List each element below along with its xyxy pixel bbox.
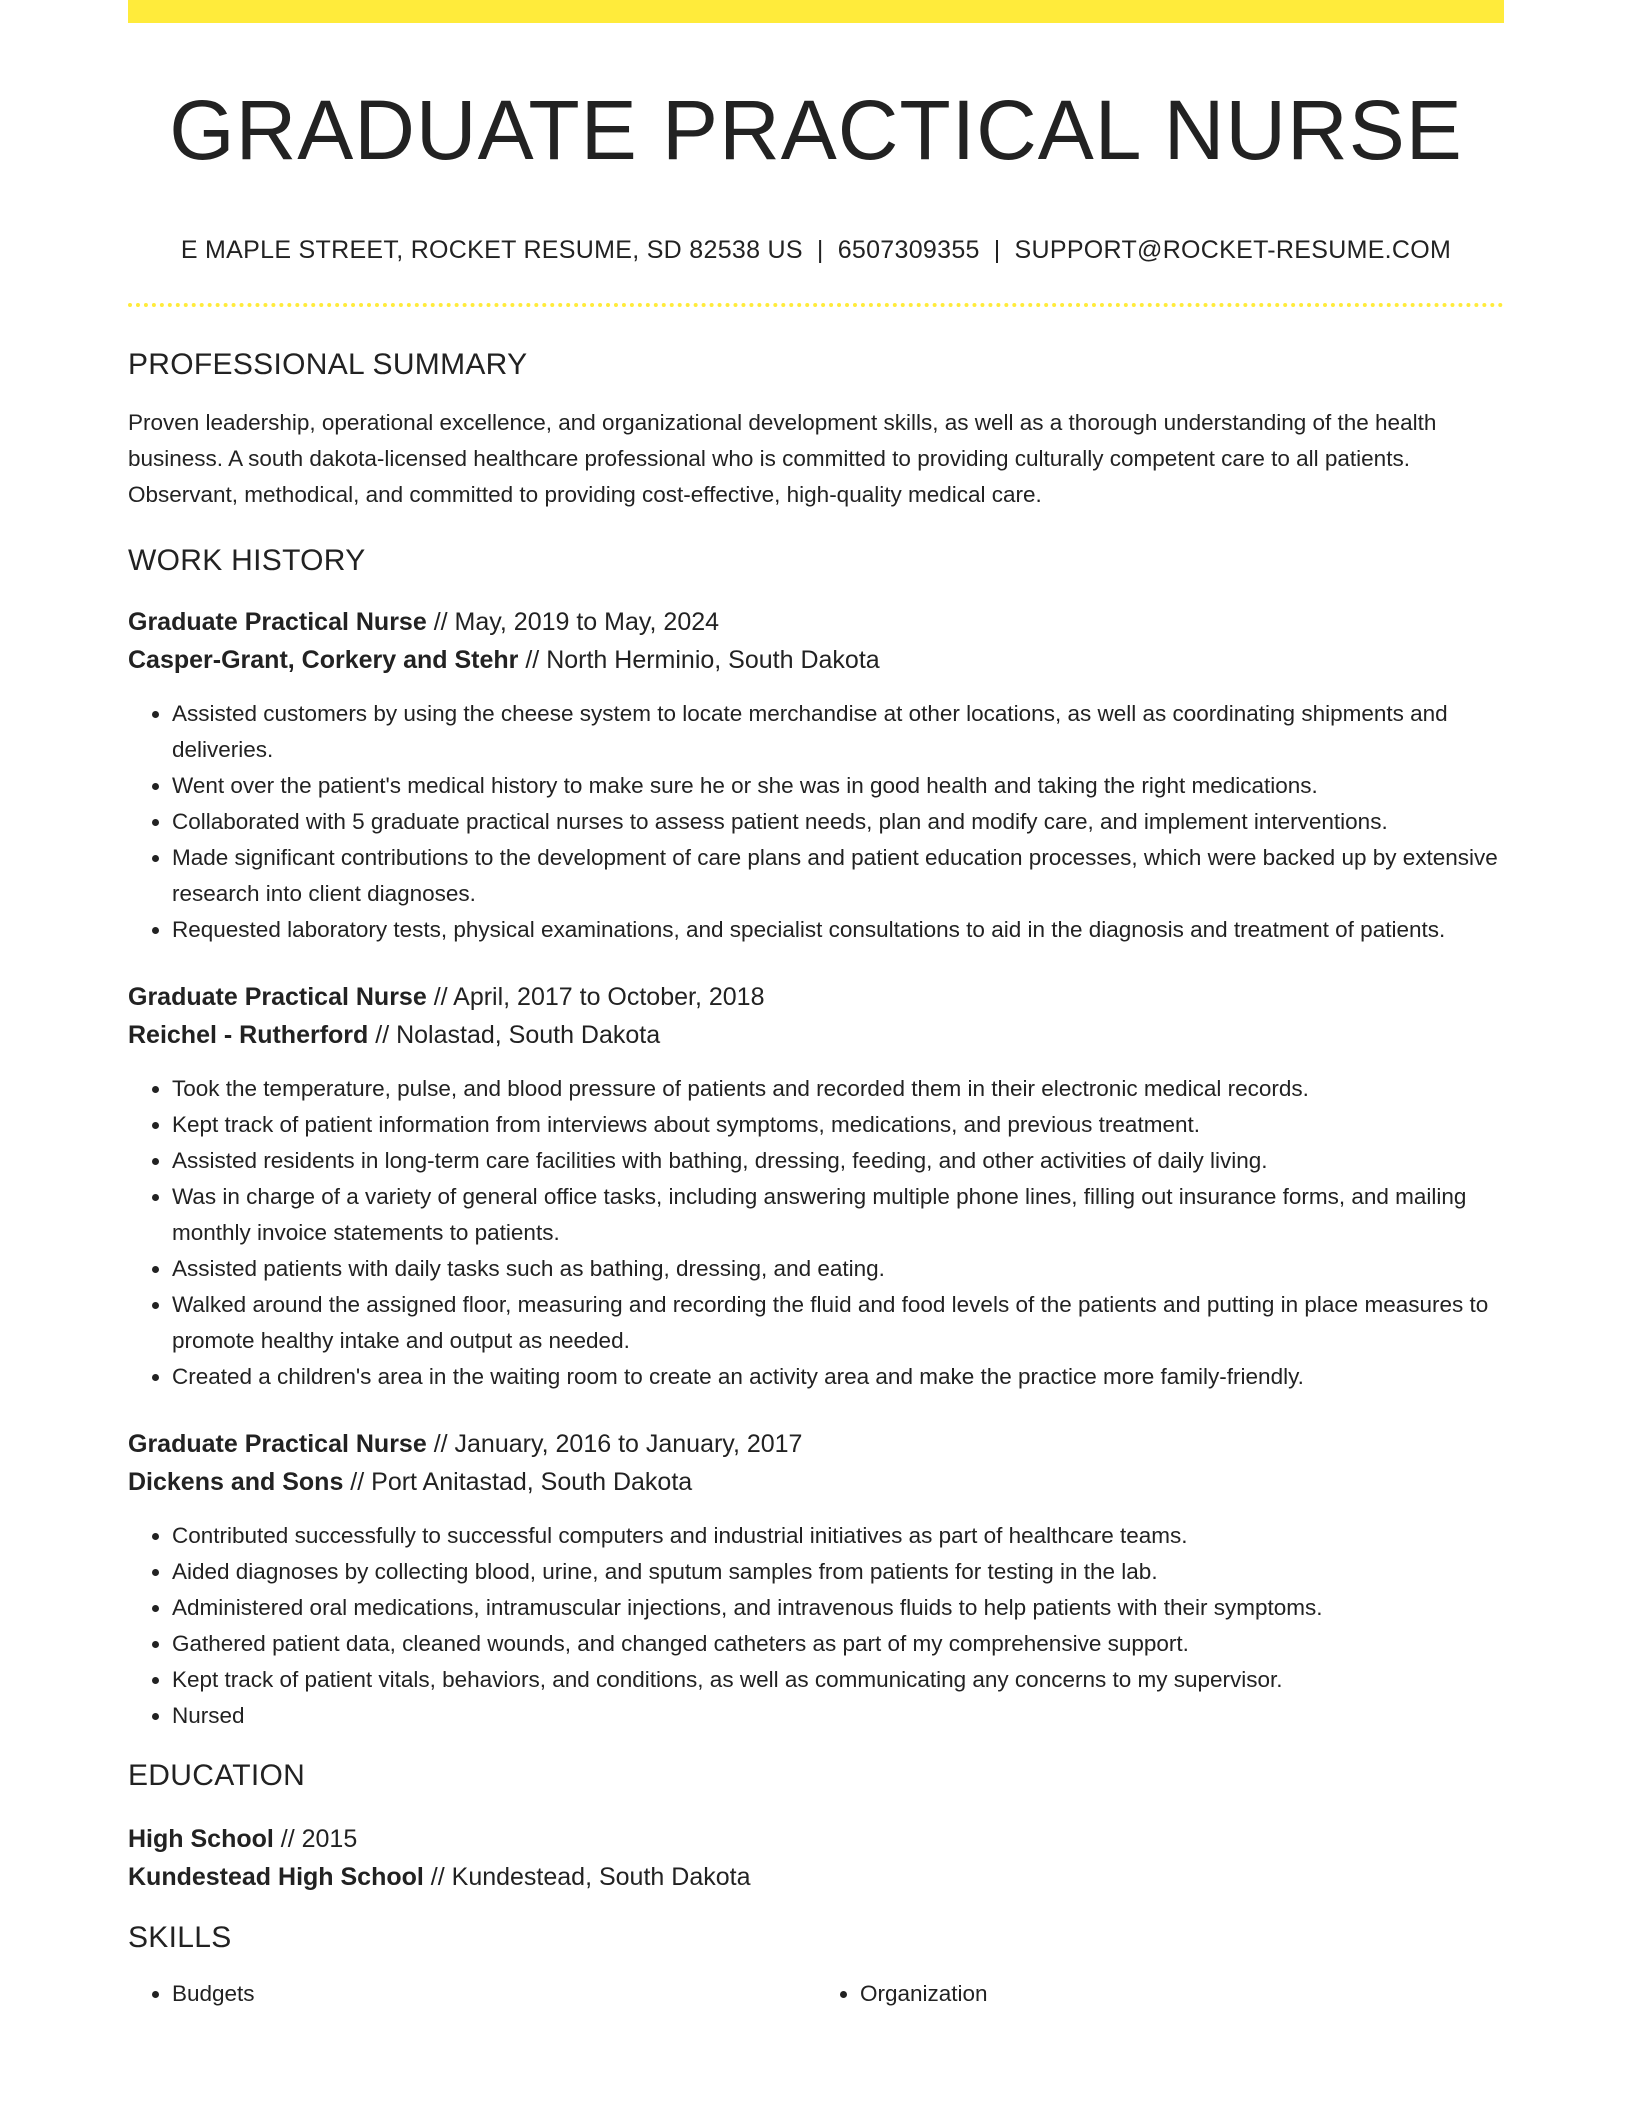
job-dates: // January, 2016 to January, 2017 [426,1430,803,1458]
job-company-line [128,1016,1504,1054]
education-school-line [128,1858,1504,1896]
list-item: • Created a children's area in the waiting room to create an activity area and make the practice more family-friendly. [172,1359,1504,1395]
job-role: Graduate Practical Nurse [128,608,427,636]
list-item: • Went over the patient's medical history to make sure he or she was in good health and taking the right medications. [172,768,1504,804]
education-year: // 2015 [273,1825,358,1853]
contact-phone: 6507309355 [837,236,980,264]
work-history-heading: WORK HISTORY [128,544,366,577]
job-dates: // May, 2019 to May, 2024 [426,608,720,636]
resume-content [128,0,1504,2012]
contact-separator: | [993,236,1001,264]
job-bullets [128,696,1504,948]
list-item: • Organization [860,1976,1504,2012]
skills-grid [128,1976,1504,2012]
job-entry [128,1425,1504,1734]
skills-right-column [816,1976,1504,2012]
job-location: // Port Anitastad, South Dakota [343,1468,693,1496]
job-entry [128,978,1504,1395]
job-role-line [128,978,1504,1016]
skills-left-column [128,1976,816,2012]
list-item: • Aided diagnoses by collecting blood, urine, and sputum samples from patients for testing in the lab. [172,1554,1504,1590]
education-location: // Kundestead, South Dakota [423,1863,751,1891]
summary-text: Proven leadership, operational excellence, and organizational development skills, as well as a thorough understanding of the health business. A south dakota-licensed healthcare professional who is committed to providing culturally competent care to all patients. Observant, methodical, and committed to providing cost-effective, high-quality medical care. [128,410,1437,507]
list-item: • Gathered patient data, cleaned wounds, and changed catheters as part of my comprehensive support. [172,1626,1504,1662]
list-item: • Assisted patients with daily tasks such as bathing, dressing, and eating. [172,1251,1504,1287]
list-item: • Contributed successfully to successful computers and industrial initiatives as part of healthcare teams. [172,1518,1504,1554]
dotted-divider [128,303,1504,307]
list-item: • Made significant contributions to the development of care plans and patient education processes, which were backed up by extensive research into client diagnoses. [172,840,1504,912]
list-item: • Requested laboratory tests, physical examinations, and specialist consultations to aid in the diagnosis and treatment of patients. [172,912,1504,948]
education-school: Kundestead High School [128,1863,424,1891]
contact-line [128,235,1504,265]
list-item: • Assisted residents in long-term care facilities with bathing, dressing, feeding, and other activities of daily living. [172,1143,1504,1179]
job-entry [128,603,1504,948]
job-bullets [128,1518,1504,1734]
list-item: • Nursed [172,1698,1504,1734]
contact-separator: | [816,236,824,264]
list-item: • Administered oral medications, intramuscular injections, and intravenous fluids to help patients with their symptoms. [172,1590,1504,1626]
education-degree-line [128,1820,1504,1858]
list-item: • Collaborated with 5 graduate practical nurses to assess patient needs, plan and modify care, and implement interventions. [172,804,1504,840]
job-company-line [128,641,1504,679]
job-location: // North Herminio, South Dakota [518,646,880,674]
skills-heading: SKILLS [128,1921,232,1954]
contact-email: SUPPORT@ROCKET-RESUME.COM [1014,236,1452,264]
job-company: Casper-Grant, Corkery and Stehr [128,646,519,674]
list-item: • Was in charge of a variety of general office tasks, including answering multiple phone lines, filling out insurance forms, and mailing monthly invoice statements to patients. [172,1179,1504,1251]
summary-heading: PROFESSIONAL SUMMARY [128,348,528,381]
list-item: • Kept track of patient vitals, behaviors, and conditions, as well as communicating any concerns to my supervisor. [172,1662,1504,1698]
job-company: Reichel - Rutherford [128,1021,369,1049]
job-role: Graduate Practical Nurse [128,983,427,1011]
job-location: // Nolastad, South Dakota [368,1021,661,1049]
list-item: • Assisted customers by using the cheese system to locate merchandise at other locations, as well as coordinating shipments and deliveries. [172,696,1504,768]
job-bullets [128,1071,1504,1395]
education-degree: High School [128,1825,274,1853]
job-company-line [128,1463,1504,1501]
job-role: Graduate Practical Nurse [128,1430,427,1458]
job-company: Dickens and Sons [128,1468,344,1496]
list-item: • Kept track of patient information from interviews about symptoms, medications, and previous treatment. [172,1107,1504,1143]
list-item: • Took the temperature, pulse, and blood pressure of patients and recorded them in their electronic medical records. [172,1071,1504,1107]
list-item: • Budgets [172,1976,816,2012]
list-item: • Walked around the assigned floor, measuring and recording the fluid and food levels of the patients and putting in place measures to promote healthy intake and output as needed. [172,1287,1504,1359]
job-role-line [128,603,1504,641]
job-role-line [128,1425,1504,1463]
candidate-title: GRADUATE PRACTICAL NURSE [169,83,1463,177]
contact-address: E MAPLE STREET, ROCKET RESUME, SD 82538 US [180,236,803,264]
job-dates: // April, 2017 to October, 2018 [426,983,765,1011]
education-heading: EDUCATION [128,1759,306,1792]
